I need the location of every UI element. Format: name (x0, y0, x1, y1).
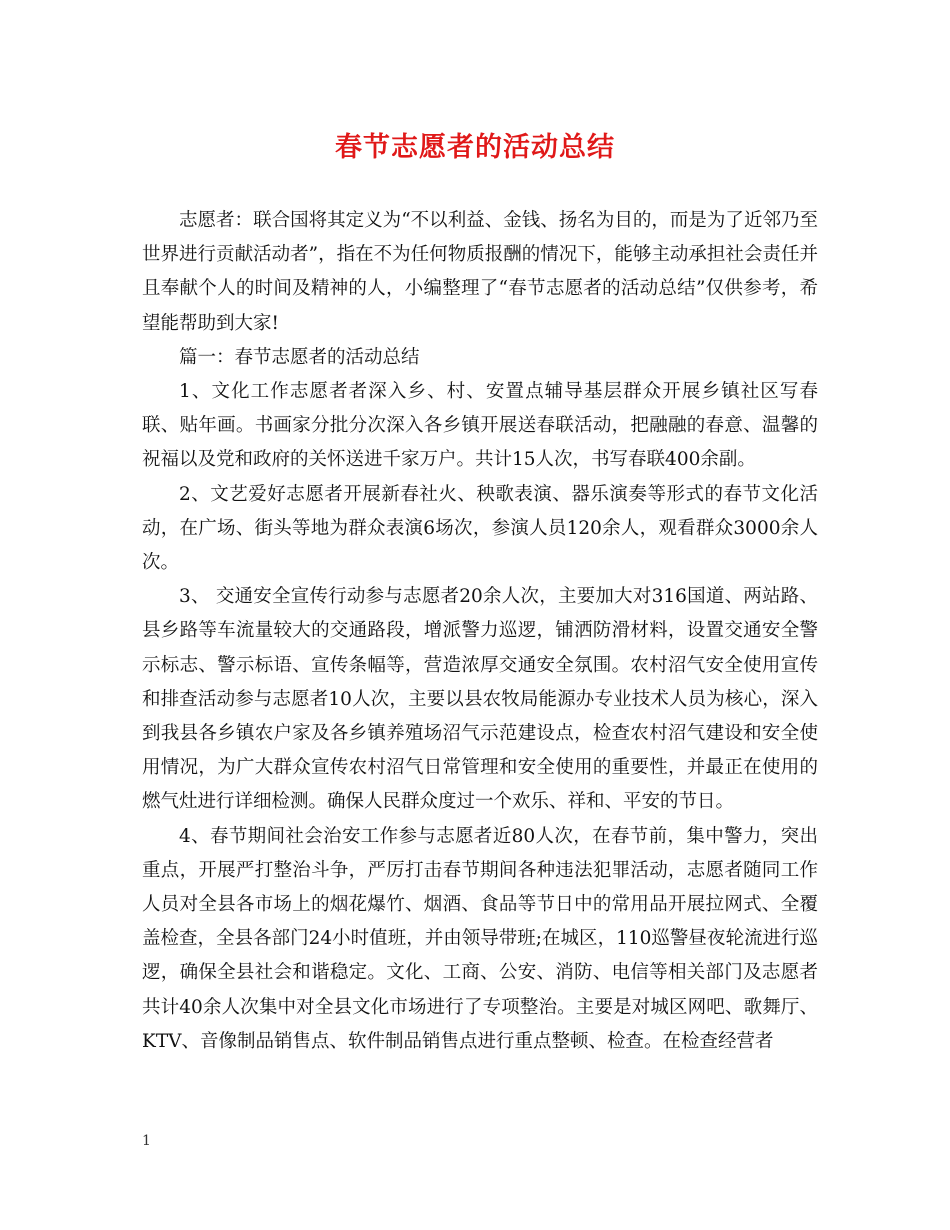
item-paragraph-4: 4、春节期间社会治安工作参与志愿者近80人次，在春节前，集中警力，突出重点，开展严打整治斗争，严厉打击春节期间各种违法犯罪活动，志愿者随同工作人员对全县各市场上的烟花爆竹、烟酒、食品等节日中的常用品开展拉网式、全覆盖检查，全县各部门24小时值班，并由领导带班;在城区，110巡警昼夜轮流进行巡逻，确保全县社会和谐稳定。文化、工商、公安、消防、电信等相关部门及志愿者共计40余人次集中对全县文化市场进行了专项整治。主要是对城区网吧、歌舞厅、KTV、音像制品销售点、软件制品销售点进行重点整顿、检查。在检查经营者 (142, 825, 818, 1052)
page-number: 1 (142, 1133, 151, 1149)
item-paragraph-2: 2、文艺爱好志愿者开展新春社火、秧歌表演、器乐演奏等形式的春节文化活动，在广场、街头等地为群众表演6场次，参演人员120余人，观看群众3000余人次。 (142, 483, 818, 574)
intro-paragraph: 志愿者：联合国将其定义为“不以利益、金钱、扬名为目的，而是为了近邻乃至世界进行贡献活动者”，指在不为任何物质报酬的情况下，能够主动承担社会责任并且奉献个人的时间及精神的人，小编整理了“春节志愿者的活动总结”仅供参考，希望能帮助到大家! (142, 210, 818, 334)
document-body (142, 204, 818, 1059)
section-heading: 篇一：春节志愿者的活动总结 (179, 346, 420, 368)
document-title: 春节志愿者的活动总结 (335, 132, 615, 163)
item-paragraph-3: 3、 交通安全宣传行动参与志愿者20余人次，主要加大对316国道、两站路、县乡路等车流量较大的交通路段，增派警力巡逻，铺洒防滑材料，设置交通安全警示标志、警示标语、宣传条幅等，营造浓厚交通安全氛围。农村沼气安全使用宣传和排查活动参与志愿者10人次，主要以县农牧局能源办专业技术人员为核心，深入到我县各乡镇农户家及各乡镇养殖场沼气示范建设点，检查农村沼气建设和安全使用情况，为广大群众宣传农村沼气日常管理和安全使用的重要性，并最正在使用的燃气灶进行详细检测。确保人民群众度过一个欢乐、祥和、平安的节日。 (142, 586, 818, 813)
item-paragraph-1: 1、文化工作志愿者者深入乡、村、安置点辅导基层群众开展乡镇社区写春联、贴年画。书画家分批分次深入各乡镇开展送春联活动，把融融的春意、温馨的祝福以及党和政府的关怀送进千家万户。共计15人次，书写春联400余副。 (142, 381, 818, 471)
